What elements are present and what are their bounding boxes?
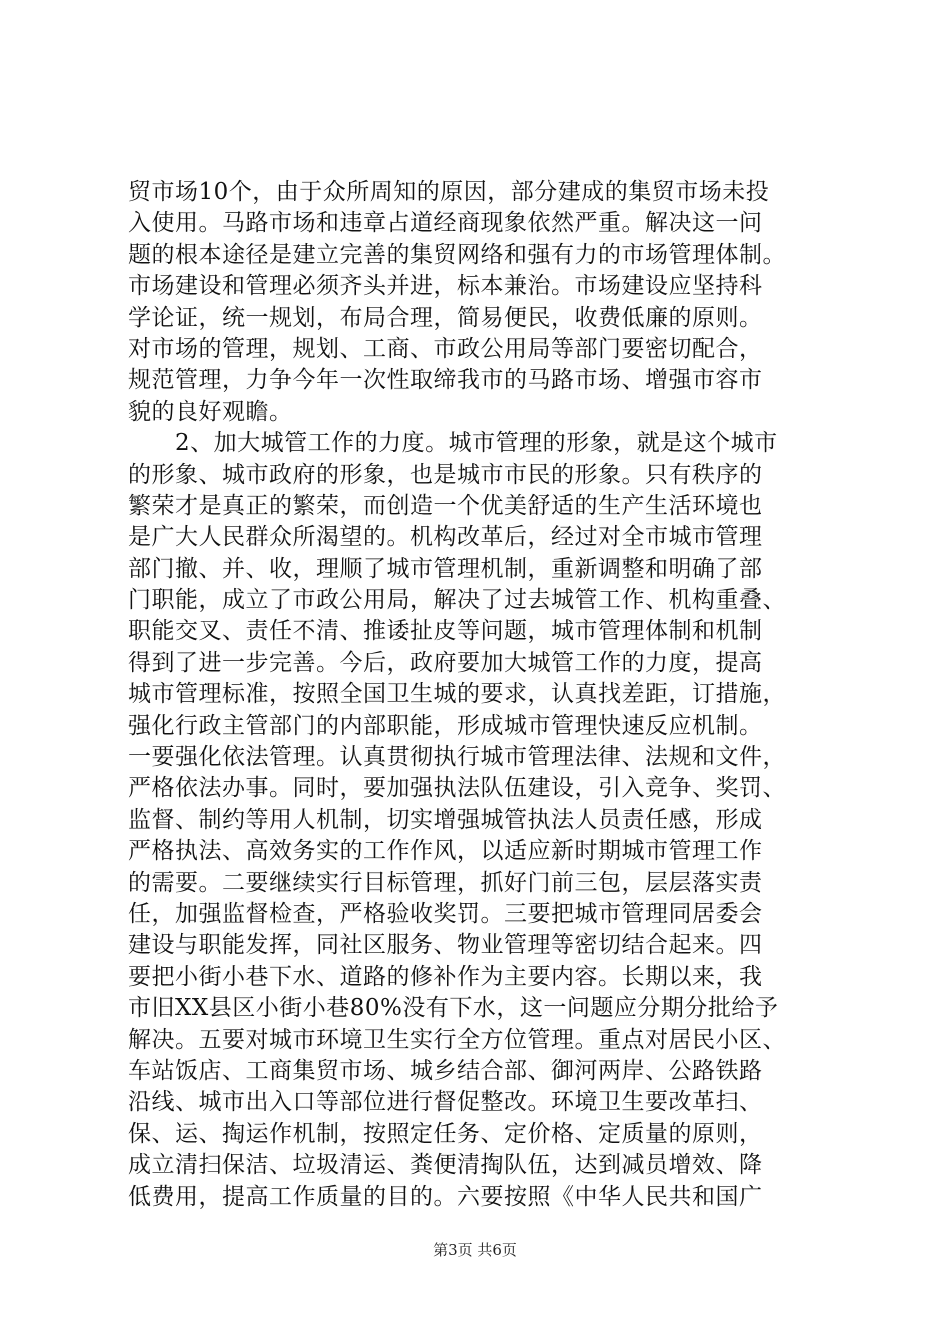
text-line: 成立清扫保洁、垃圾清运、粪便清掏队伍，达到减员增效、降 [128, 1152, 763, 1179]
text-line: 对市场的管理，规划、工商、市政公用局等部门要密切配合， [128, 335, 763, 362]
text-line: 低费用，提高工作质量的目的。六要按照《中华人民共和国广 [128, 1183, 763, 1210]
text-line: 强化行政主管部门的内部职能，形成城市管理快速反应机制。 [128, 712, 763, 739]
text-line: 监督、制约等用人机制，切实增强城管执法人员责任感，形成 [128, 806, 763, 833]
text-line: 题的根本途径是建立完善的集贸网络和强有力的市场管理体制。 [128, 241, 786, 268]
text-line: 城市管理标准，按照全国卫生城的要求，认真找差距，订措施， [128, 681, 786, 708]
text-line: 入使用。马路市场和违章占道经商现象依然严重。解决这一问 [128, 210, 763, 237]
text-line: 貌的良好观瞻。 [128, 398, 293, 425]
text-line: 严格依法办事。同时，要加强执法队伍建设，引入竞争、奖罚、 [128, 775, 786, 802]
text-line: 市旧XX县区小街小巷80%没有下水，这一问题应分期分批给予 [128, 995, 779, 1022]
text-line: 贸市场10个，由于众所周知的原因，部分建成的集贸市场未投 [128, 179, 770, 205]
text-line: 是广大人民群众所渴望的。机构改革后，经过对全市城市管理 [128, 524, 763, 551]
text-line: 繁荣才是真正的繁荣，而创造一个优美舒适的生产生活环境也 [128, 492, 763, 519]
text-line: 得到了进一步完善。今后，政府要加大城管工作的力度，提高 [128, 649, 763, 676]
text-line: 一要强化依法管理。认真贯彻执行城市管理法律、法规和文件， [128, 744, 786, 771]
text-line: 学论证，统一规划，布局合理，简易便民，收费低廉的原则。 [128, 304, 763, 331]
text-line: 任，加强监督检查，严格验收奖罚。三要把城市管理同居委会 [128, 900, 763, 927]
text-line: 市场建设和管理必须齐头并进，标本兼治。市场建设应坚持科 [128, 273, 763, 300]
text-line: 职能交叉、责任不清、推诿扯皮等问题，城市管理体制和机制 [128, 618, 763, 645]
document-body [128, 177, 828, 1213]
text-line: 要把小街小巷下水、道路的修补作为主要内容。长期以来，我 [128, 963, 763, 990]
text-line: 门职能，成立了市政公用局，解决了过去城管工作、机构重叠、 [128, 587, 786, 614]
text-line: 严格执法、高效务实的工作作风，以适应新时期城市管理工作 [128, 838, 763, 865]
page-number-footer: 第3页 共6页 [433, 1241, 517, 1259]
text-line: 的需要。二要继续实行目标管理，抓好门前三包，层层落实责 [128, 869, 763, 896]
text-line: 解决。五要对城市环境卫生实行全方位管理。重点对居民小区、 [128, 1026, 786, 1053]
text-line: 的形象、城市政府的形象，也是城市市民的形象。只有秩序的 [128, 461, 763, 488]
text-line: 保、运、掏运作机制，按照定任务、定价格、定质量的原则， [128, 1120, 763, 1147]
text-line: 车站饭店、工商集贸市场、城乡结合部、御河两岸、公路铁路 [128, 1057, 763, 1084]
text-line: 规范管理，力争今年一次性取缔我市的马路市场、增强市容市 [128, 367, 763, 394]
text-line: 建设与职能发挥，同社区服务、物业管理等密切结合起来。四 [128, 932, 763, 959]
text-line: 部门撤、并、收，理顺了城市管理机制，重新调整和明确了部 [128, 555, 763, 582]
text-line: 2、加大城管工作的力度。城市管理的形象，就是这个城市 [128, 430, 778, 457]
text-line: 沿线、城市出入口等部位进行督促整改。环境卫生要改革扫、 [128, 1089, 763, 1116]
